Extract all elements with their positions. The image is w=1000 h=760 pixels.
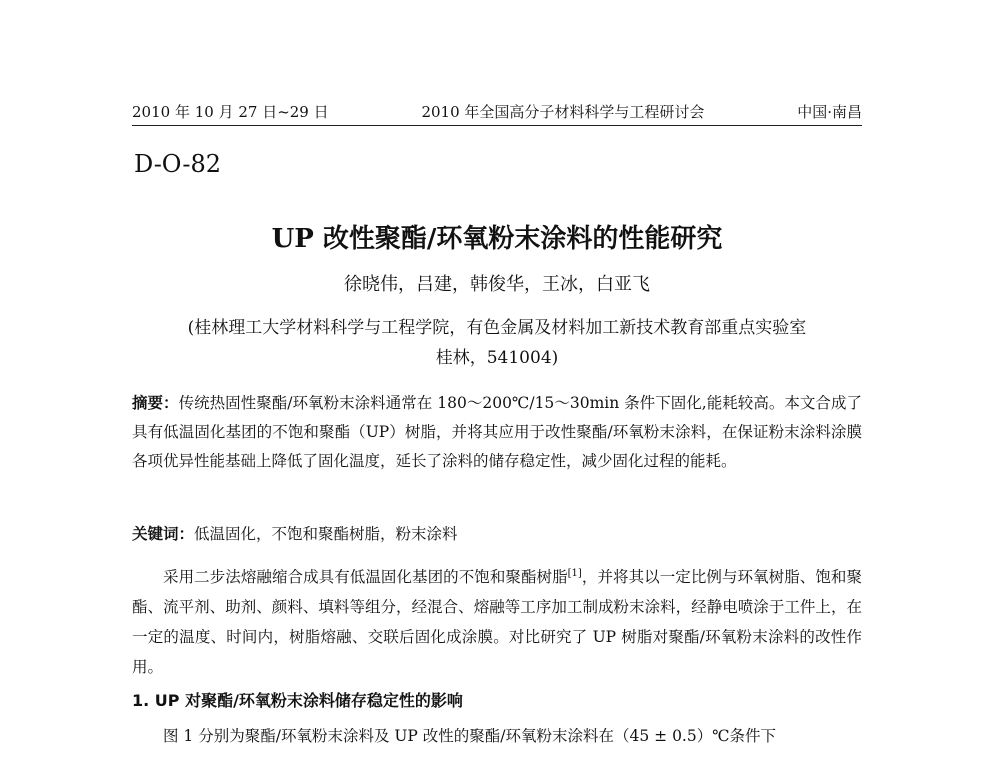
intro-text-2: ，并将其以一定比例与环氧树脂、饱和聚酯、流平剂、助剂、颜料、填料等组分，经混合、熔融等工序加工制成粉末涂料，经静电喷涂于工件上，在一定的温度、时间内，树脂熔融、交联后固化成涂膜。对比研究了 UP 树脂对聚酯/环氧粉末涂料的改性作用。 <box>132 568 862 676</box>
abstract-text: 传统热固性聚酯/环氧粉末涂料通常在 180～200℃/15～30min 条件下固化,能耗较高。本文合成了具有低温固化基团的不饱和聚酯（UP）树脂，并将其应用于改性聚酯/环氧粉末涂料，在保证粉末涂料涂膜各项优异性能基础上降低了固化温度，延长了涂料的储存稳定性，减少固化过程的能耗。 <box>132 394 862 470</box>
intro-paragraph <box>132 562 862 682</box>
section-heading: 1. UP 对聚酯/环氧粉末涂料储存稳定性的影响 <box>132 691 463 710</box>
keywords <box>132 522 862 544</box>
header-date: 2010 年 10 月 27 日~29 日 <box>132 102 329 121</box>
header-rule <box>132 125 862 126</box>
section-paragraph: 图 1 分别为聚酯/环氧粉末涂料及 UP 改性的聚酯/环氧粉末涂料在（45 ± 0.5）℃条件下 <box>163 727 777 745</box>
paper-title: UP 改性聚酯/环氧粉末涂料的性能研究 <box>271 224 723 254</box>
header-location: 中国·南昌 <box>797 102 862 121</box>
intro-text-1: 采用二步法熔融缩合成具有低温固化基团的不饱和聚酯树脂 <box>163 568 568 586</box>
citation-ref: [1] <box>567 567 582 579</box>
affiliation-line-1: (桂林理工大学材料科学与工程学院，有色金属及材料加工新技术教育部重点实验室 <box>187 318 807 338</box>
affiliation-line-2: 桂林，541004) <box>435 348 559 368</box>
abstract-label: 摘要： <box>132 393 179 412</box>
abstract <box>132 388 862 476</box>
running-header <box>132 100 862 122</box>
header-conference: 2010 年全国高分子材料科学与工程研讨会 <box>421 102 705 121</box>
affiliation <box>132 313 862 373</box>
paper-id: D-O-82 <box>134 150 221 178</box>
keywords-text: 低温固化，不饱和聚酯树脂，粉末涂料 <box>194 525 458 543</box>
keywords-label: 关键词： <box>132 524 195 543</box>
author-list: 徐晓伟，吕建，韩俊华，王冰，白亚飞 <box>344 274 650 295</box>
